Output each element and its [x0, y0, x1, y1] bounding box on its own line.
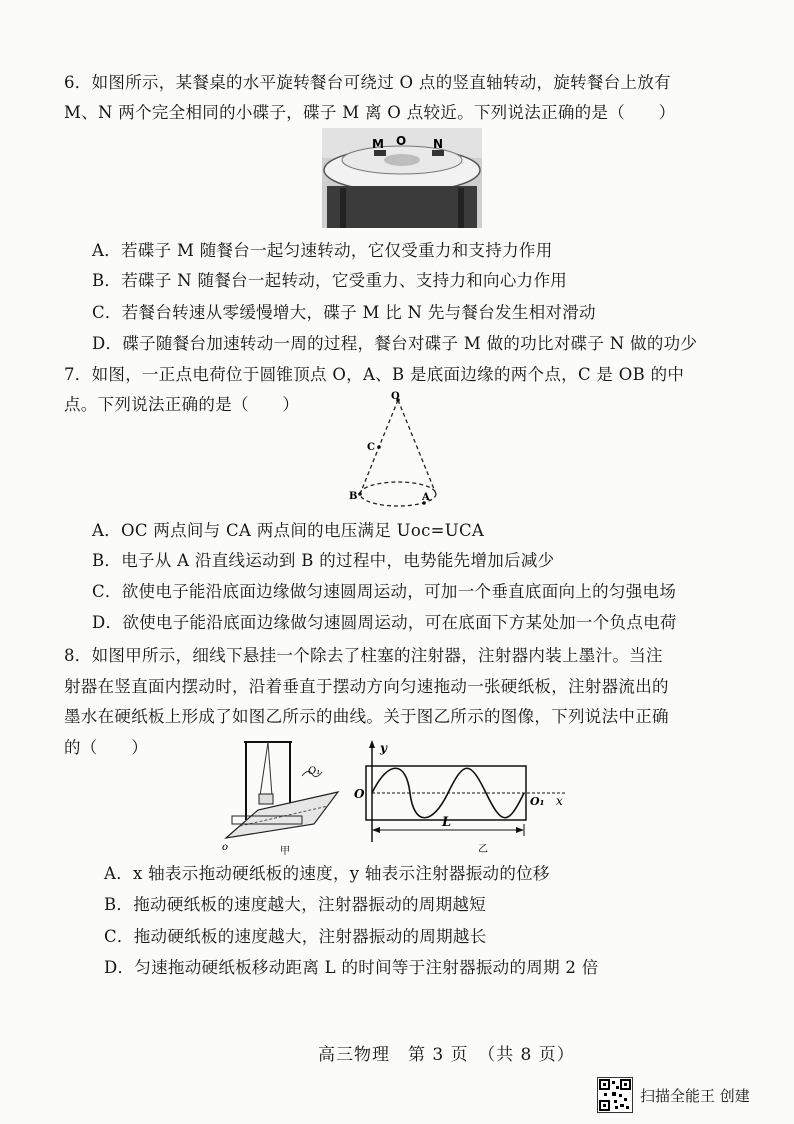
q7-option-b: B．电子从 A 沿直线运动到 B 的过程中，电势能先增加后减少 — [92, 551, 555, 570]
q6-stem-line1: 6．如图所示，某餐桌的水平旋转餐台可绕过 O 点的竖直轴转动，旋转餐台上放有 — [64, 73, 671, 92]
q6-option-d: D．碟子随餐台加速转动一周的过程，餐台对碟子 M 做的功比对碟子 N 做的功少 — [92, 334, 698, 353]
q8-figure-jia — [218, 736, 350, 856]
q8-option-c: C．拖动硬纸板的速度越大，注射器振动的周期越长 — [104, 927, 487, 946]
q8-option-a: A．x 轴表示拖动硬纸板的速度，y 轴表示注射器振动的位移 — [104, 864, 550, 883]
q8-yi-label-o: O — [354, 787, 365, 801]
q8-stem-line4: 的（ ） — [64, 738, 148, 757]
q7-option-d: D．欲使电子能沿底面边缘做匀速圆周运动，可在底面下方某处加一个负点电荷 — [92, 613, 677, 632]
q7-option-a: A．OC 两点间与 CA 两点间的电压满足 Uoc=UCA — [92, 521, 485, 540]
q8-stem-line2: 射器在竖直面内摆动时，沿着垂直于摆动方向匀速拖动一张硬纸板，注射器流出的 — [64, 677, 669, 696]
q7-label-c: C — [367, 442, 375, 453]
page-footer: 高三物理 第 3 页 （共 8 页） — [318, 1045, 575, 1065]
q8-figure-yi — [350, 738, 575, 856]
scanner-watermark: 扫描全能王 创建 — [640, 1087, 750, 1105]
q8-option-b: B．拖动硬纸板的速度越大，注射器振动的周期越短 — [104, 895, 487, 914]
q6-label-o: O — [396, 134, 407, 148]
q8-yi-label-y: y — [380, 741, 387, 755]
q8-option-d: D．匀速拖动硬纸板移动距离 L 的时间等于注射器振动的周期 2 倍 — [104, 958, 599, 977]
q7-label-o: O — [391, 391, 400, 402]
q8-stem-line1: 8．如图甲所示，细线下悬挂一个除去了柱塞的注射器，注射器内装上墨汁。当注 — [64, 646, 663, 665]
q8-yi-label-x: x — [556, 794, 563, 808]
q8-jia-label-o1: O₁ — [308, 766, 321, 777]
q7-cone-diagram — [340, 388, 460, 516]
q8-label-yi: 乙 — [478, 844, 488, 855]
q8-yi-label-o1: O₁ — [530, 795, 545, 808]
q7-stem-line2: 点。下列说法正确的是（ ） — [64, 395, 300, 414]
q8-stem-line3: 墨水在硬纸板上形成了如图乙所示的曲线。关于图乙所示的图像，下列说法中正确 — [64, 707, 669, 726]
q8-yi-label-l: L — [442, 815, 452, 830]
q6-option-b: B．若碟子 N 随餐台一起转动，它受重力、支持力和向心力作用 — [92, 271, 568, 290]
q6-option-c: C．若餐台转速从零缓慢增大，碟子 M 比 N 先与餐台发生相对滑动 — [92, 303, 596, 322]
q7-stem-line1: 7．如图，一正点电荷位于圆锥顶点 O，A、B 是底面边缘的两个点，C 是 OB 的中 — [64, 365, 685, 384]
q6-label-m: M — [372, 137, 384, 151]
q7-option-c: C．欲使电子能沿底面边缘做匀速圆周运动，可加一个垂直底面向上的匀强电场 — [92, 582, 677, 601]
q6-table-photo — [322, 128, 482, 228]
q6-option-a: A．若碟子 M 随餐台一起匀速转动，它仅受重力和支持力作用 — [92, 241, 553, 260]
qr-code-icon — [597, 1077, 633, 1113]
q7-label-a: A — [422, 492, 430, 503]
q6-stem-line2: M、N 两个完全相同的小碟子，碟子 M 离 O 点较近。下列说法正确的是（ ） — [64, 103, 676, 122]
q8-jia-label-o: o — [222, 842, 229, 853]
q7-label-b: B — [349, 491, 358, 502]
q6-label-n: N — [433, 137, 444, 151]
q8-label-jia: 甲 — [280, 846, 290, 856]
